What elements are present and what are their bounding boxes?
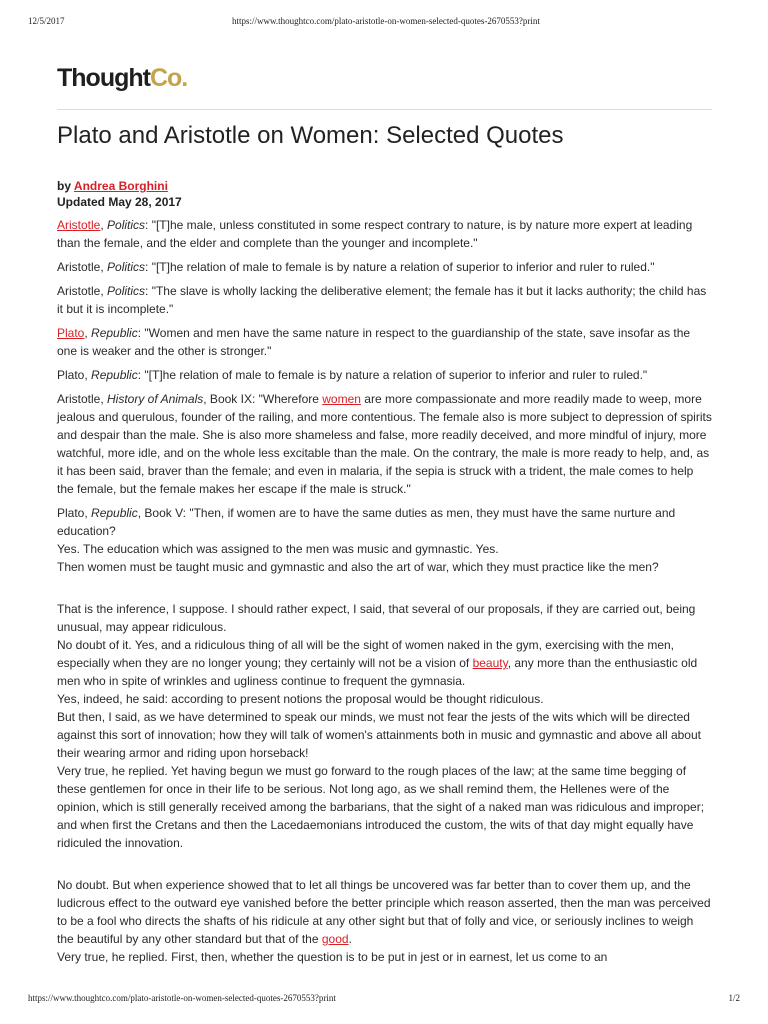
paragraph-gap — [57, 858, 713, 876]
logo-main: Thought — [57, 64, 150, 92]
dialogue-line: That is the inference, I suppose. I should rather expect, I said, that several of our proposals, if they are carried out, being unusual, may appear ridiculous. — [57, 602, 696, 634]
byline — [57, 178, 182, 210]
by-label: by — [57, 179, 74, 193]
aristotle-link[interactable]: Aristotle — [57, 218, 101, 232]
dialogue-line-end: . — [348, 932, 352, 946]
dialogue-line: But then, I said, as we have determined to speak our minds, we must not fear the jests of the wits which will be directed against this sort of innovation; how they will talk of women's attainments both in music and gymnastic and above all about their wearing armor and riding upon horseback! — [57, 710, 701, 760]
dialogue-line: No doubt of it. Yes, and a ridiculous thing of all will be the sight of women naked in the gym, exercising with the men, especially when they are no longer young; they certainly will not be a vision of — [57, 638, 675, 670]
quote-text: : "The slave is wholly lacking the deliberative element; the female has it but it lacks authority; the child has it but it is incomplete." — [57, 284, 707, 316]
women-link[interactable]: women — [322, 392, 361, 406]
work-title: History of Animals — [107, 392, 204, 406]
author-link[interactable]: Andrea Borghini — [73, 179, 168, 193]
dialogue-line-end: , any more than the enthusiastic old men who in spite of wrinkles and ugliness continue to frequent the gymnasia. — [57, 656, 698, 688]
work-title: Politics — [107, 218, 146, 232]
dialogue-line: Very true, he replied. Yet having begun we must go forward to the rough places of the law; at the same time begging of these gentlemen for once in their life to be serious. Not long ago, as we shall remind them, the Hellenes were of the opinion, which is still generally received among the barbarians, that the sight of a naked man was ridiculous and improper; and when first the Cretans and then the Lacedaemonians introduced the custom, the wits of that day might equally have ridiculed the innovation. — [57, 764, 705, 850]
paragraph-gap — [57, 582, 713, 600]
author-name: Aristotle, — [57, 392, 108, 406]
separator: , — [84, 326, 92, 340]
work-title: Politics — [107, 284, 146, 298]
header-divider — [57, 109, 712, 110]
quote-aristotle-politics-3 — [57, 282, 713, 318]
print-url: https://www.thoughtco.com/plato-aristotle-on-women-selected-quotes-2670553?print — [232, 16, 540, 26]
article-body — [57, 216, 713, 972]
good-link[interactable]: good — [321, 932, 349, 946]
work-title: Politics — [107, 260, 146, 274]
work-title: Republic — [91, 506, 138, 520]
quote-text: : "[T]he relation of male to female is by nature a relation of superior to inferior and ruler to ruled." — [137, 368, 648, 382]
plato-link[interactable]: Plato — [57, 326, 85, 340]
quote-text: are more compassionate and more readily made to weep, more jealous and querulous, founder of the railing, and more contentious. The female also is more subject to depression of spirits and despair than the male. She is also more shameless and false, more readily deceived, and more mindful of injury, more watchful, more idle, and on the whole less excitable than the male. On the contrary, the male is more ready to help, and, as it has been said, braver than the female; and even in malaria, if the sepia is struck with a trident, the male comes to help the female, but the female makes her escape if the male is struck." — [57, 392, 712, 496]
dialogue-line: Then women must be taught music and gymnastic and also the art of war, which they must practice like the men? — [57, 560, 659, 574]
dialogue-block-1 — [57, 600, 713, 852]
quote-aristotle-politics-1 — [57, 216, 713, 252]
author-line — [57, 178, 182, 194]
work-title: Republic — [91, 326, 138, 340]
author-name: Plato, — [57, 368, 92, 382]
dialogue-line: Yes. The education which was assigned to the men was music and gymnastic. Yes. — [57, 542, 499, 556]
dialogue-line: No doubt. But when experience showed that to let all things be uncovered was far better than to cover them up, and the ludicrous effect to the outward eye vanished before the better principle which reason asserted, then the man was perceived to be a fool who directs the shafts of his ridicule at any other sight but that of folly and vice, or seriously inclines to weigh the beautiful by any other standard but that of the — [57, 878, 711, 946]
quote-aristotle-politics-2 — [57, 258, 713, 276]
quote-plato-republic-1 — [57, 324, 713, 360]
separator: , — [100, 218, 108, 232]
quote-intro: , Book IX: "Wherefore — [203, 392, 323, 406]
author-name: Plato, — [57, 506, 92, 520]
quote-text: , Book V: "Then, if women are to have the same duties as men, they must have the same nurture and education? — [57, 506, 676, 538]
article-title: Plato and Aristotle on Women: Selected Quotes — [57, 122, 564, 149]
quote-aristotle-history-of-animals — [57, 390, 713, 498]
dialogue-block-2 — [57, 876, 713, 966]
logo-accent: Co. — [149, 64, 188, 92]
quote-text: : "Women and men have the same nature in respect to the guardianship of the state, save insofar as the one is weaker and the other is stronger." — [57, 326, 691, 358]
print-date: 12/5/2017 — [28, 16, 65, 26]
quote-plato-republic-2 — [57, 366, 713, 384]
dialogue-line: Yes, indeed, he said: according to present notions the proposal would be thought ridiculous. — [57, 692, 544, 706]
dialogue-line: Very true, he replied. First, then, whether the question is to be put in jest or in earnest, let us come to an — [57, 950, 608, 964]
updated-date: Updated May 28, 2017 — [57, 195, 182, 209]
author-name: Aristotle, — [57, 260, 108, 274]
quote-text: : "[T]he relation of male to female is by nature a relation of superior to inferior and ruler to ruled." — [145, 260, 655, 274]
page-number: 1/2 — [728, 993, 740, 1003]
author-name: Aristotle, — [57, 284, 108, 298]
thoughtco-logo[interactable] — [57, 64, 187, 93]
work-title: Republic — [91, 368, 138, 382]
quote-plato-republic-book-v — [57, 504, 713, 576]
footer-url: https://www.thoughtco.com/plato-aristotle-on-women-selected-quotes-2670553?print — [28, 993, 336, 1003]
quote-text: : "[T]he male, unless constituted in some respect contrary to nature, is by nature more expert at leading than the female, and the elder and complete than the younger and incomplete." — [57, 218, 693, 250]
beauty-link[interactable]: beauty — [472, 656, 508, 670]
